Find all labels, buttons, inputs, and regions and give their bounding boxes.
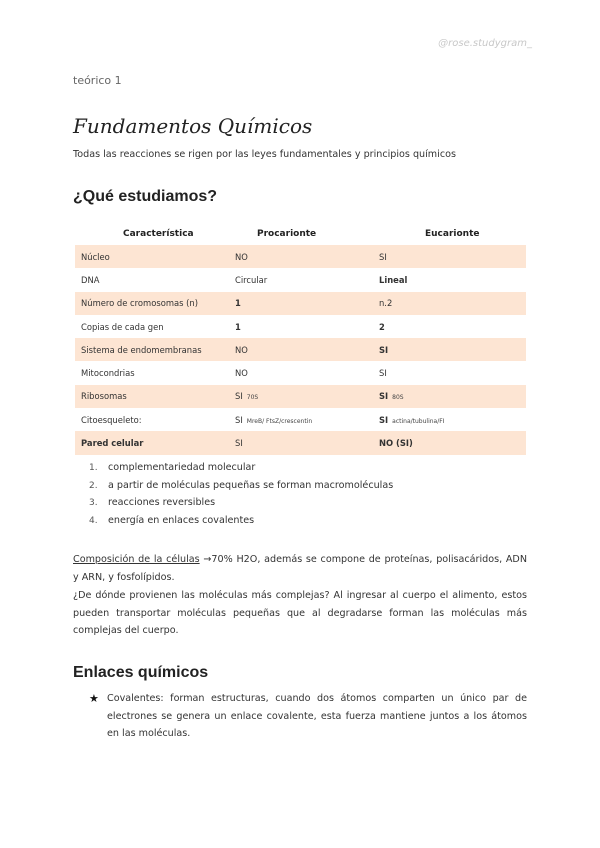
cell-value: 2 <box>379 321 385 332</box>
table-cell-procarionte <box>229 292 373 315</box>
table-header-procarionte: Procarionte <box>257 228 317 239</box>
table-cell-procarionte <box>229 361 373 384</box>
cell-value: SI <box>379 344 389 355</box>
cell-note: 80S <box>392 394 404 402</box>
table-cell-eucarionte <box>373 431 526 454</box>
list-number: 1. <box>89 463 98 473</box>
table-row <box>75 385 526 408</box>
section-heading-enlaces-quimicos: Enlaces químicos <box>73 664 209 681</box>
cell-value: Circular <box>235 274 268 285</box>
table-cell-eucarionte <box>373 268 526 291</box>
table-cell-eucarionte <box>373 245 526 268</box>
table-cell-feature: Número de cromosomas (n) <box>75 292 229 315</box>
table-row <box>75 361 526 384</box>
table-cell-procarionte <box>229 385 373 408</box>
list-item <box>73 459 393 477</box>
table-row <box>75 338 526 361</box>
principles-list <box>73 459 393 529</box>
cell-value: NO <box>235 344 248 355</box>
table-cell-feature: Sistema de endomembranas <box>75 338 229 361</box>
table-cell-procarionte <box>229 408 373 431</box>
table-cell-eucarionte <box>373 292 526 315</box>
table-cell-eucarionte <box>373 315 526 338</box>
composition-text: 70% H2O, además se compone de proteínas, polisacáridos, ADN y ARN, y fosfolípidos. <box>73 554 527 583</box>
table-cell-feature: Copias de cada gen <box>81 321 164 332</box>
composition-label: Composición de la células <box>73 554 200 565</box>
table-cell-procarionte <box>229 245 373 268</box>
list-text: reacciones reversibles <box>108 497 216 509</box>
bullet-text: Covalentes: forman estructuras, cuando dos átomos comparten un único par de electrones se genera un enlace covalente, esta fuerza mantiene juntos a los átomos en las moléculas. <box>107 693 527 740</box>
table-cell-feature: Citoesqueleto: <box>81 414 142 425</box>
arrow-symbol: → <box>199 554 212 565</box>
composition-paragraph <box>73 551 527 586</box>
star-icon: ★ <box>89 692 99 705</box>
table-cell-feature: Pared celular <box>75 431 229 454</box>
watermark: @rose.studygram_ <box>438 38 532 49</box>
cell-value: SI <box>379 391 389 402</box>
section-heading-que-estudiamos: ¿Qué estudiamos? <box>73 188 218 205</box>
cell-value: SI <box>235 391 243 402</box>
course-label: teórico 1 <box>73 74 122 87</box>
list-text: energía en enlaces covalentes <box>108 514 255 526</box>
cell-value: SI <box>379 414 389 425</box>
question-paragraph: ¿De dónde provienen las moléculas más complejas? Al ingresar al cuerpo el alimento, estos pueden transportar moléculas pequeñas que al degradarse forman las moléculas más complejas del cuerpo. <box>73 590 527 637</box>
list-number: 2. <box>89 480 98 491</box>
comparison-table <box>75 222 526 455</box>
list-text: complementariedad molecular <box>108 462 256 473</box>
cell-value: SI <box>379 368 387 379</box>
table-cell-procarionte <box>229 268 373 291</box>
table-row <box>75 408 526 431</box>
table-cell-feature: Mitocondrias <box>81 368 135 379</box>
cell-value: 1 <box>235 321 241 332</box>
cell-note: 70S <box>246 394 259 402</box>
table-header-eucarionte: Eucarionte <box>425 228 480 239</box>
intro-text: Todas las reacciones se rigen por las leyes fundamentales y principios químicos <box>73 149 456 160</box>
cell-value: SI <box>235 414 243 425</box>
list-text: a partir de moléculas pequeñas se forman macromoléculas <box>108 479 394 491</box>
table-row <box>75 315 526 338</box>
cell-value: NO <box>235 368 248 379</box>
cell-value: NO (SI) <box>379 438 413 449</box>
table-cell-feature: Núcleo <box>75 245 229 268</box>
list-item <box>73 477 393 495</box>
page-title: Fundamentos Químicos <box>73 114 313 138</box>
table-cell-eucarionte <box>373 338 526 361</box>
cell-value: Lineal <box>379 274 408 285</box>
table-cell-feature: Ribosomas <box>75 385 229 408</box>
cell-note: actina/tubulina/FI <box>392 417 445 425</box>
table-header-row <box>75 222 526 245</box>
list-item <box>73 512 393 530</box>
table-cell-feature: DNA <box>81 274 100 285</box>
table-cell-eucarionte <box>373 361 526 384</box>
cell-value: SI <box>235 438 243 449</box>
table-header-caracteristica: Característica <box>123 228 194 239</box>
cell-value: 1 <box>235 298 241 309</box>
table-cell-procarionte <box>229 315 373 338</box>
table-cell-procarionte <box>229 431 373 454</box>
list-number: 4. <box>89 515 98 526</box>
table-cell-procarionte <box>229 338 373 361</box>
table-row <box>75 268 526 291</box>
cell-note: MreB/ FtsZ/crescentin <box>246 417 313 425</box>
list-number: 3. <box>89 498 98 509</box>
cell-value: SI <box>379 251 387 262</box>
bullet-covalentes <box>91 690 527 743</box>
table-cell-eucarionte <box>373 408 526 431</box>
cell-value: n.2 <box>379 298 393 309</box>
table-row <box>75 245 526 268</box>
table-cell-eucarionte <box>373 385 526 408</box>
table-row <box>75 431 526 454</box>
table-row <box>75 292 526 315</box>
list-item <box>73 494 393 512</box>
cell-value: NO <box>235 251 248 262</box>
